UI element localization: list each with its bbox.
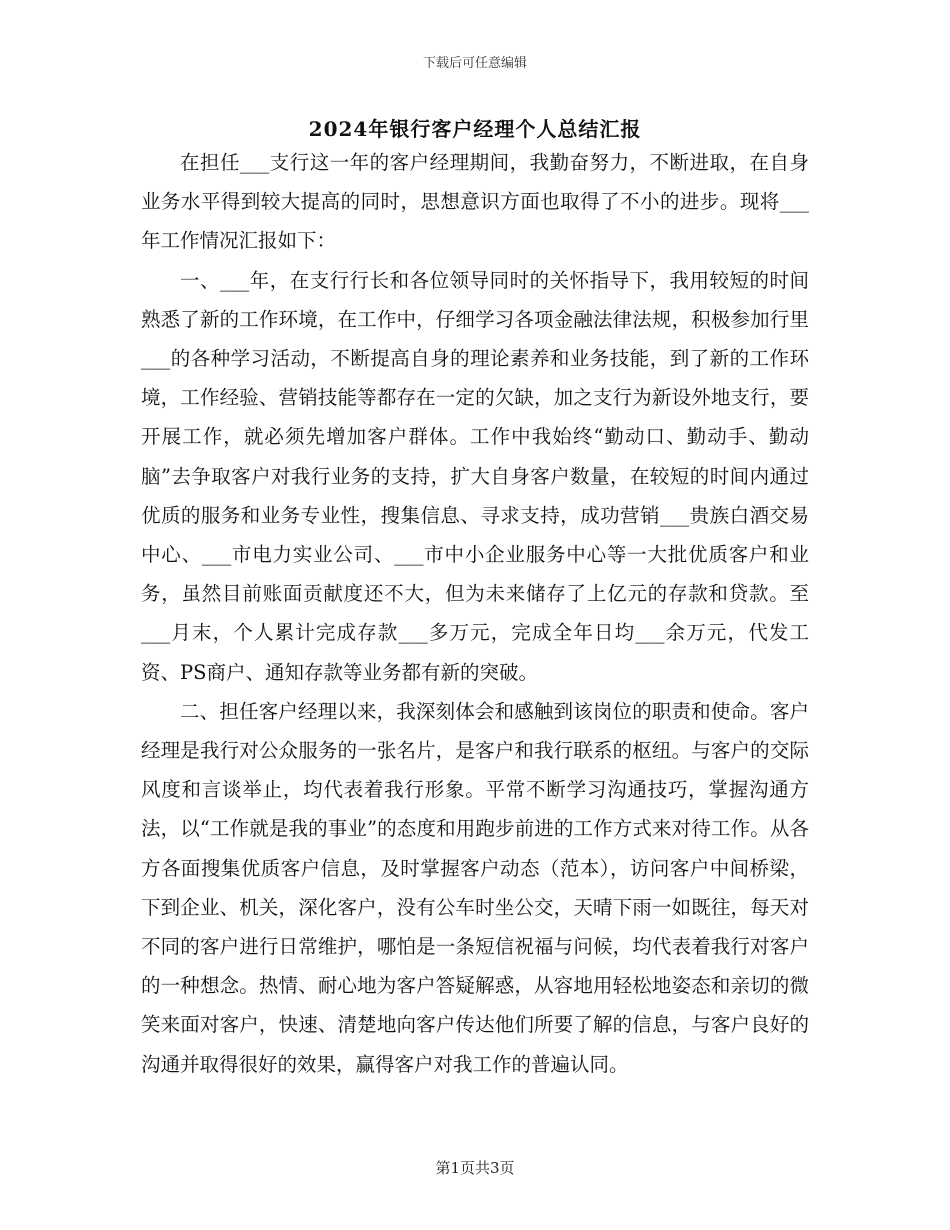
paragraph-intro: 在担任___支行这一年的客户经理期间，我勤奋努力，不断进取，在自身业务水平得到较大提高的同时，思想意识方面也取得了不小的进步。现将___年工作情况汇报如下： [141, 151, 809, 253]
document-title: 2024年银行客户经理个人总结汇报 [308, 117, 642, 141]
paragraph-section-two: 二、担任客户经理以来，我深刻体会和感触到该岗位的职责和使命。客户经理是我行对公众服务的一张名片，是客户和我行联系的枢纽。与客户的交际风度和言谈举止，均代表着我行形象。平常不断学习沟通技巧，掌握沟通方法，以“工作就是我的事业”的态度和用跑步前进的工作方式来对待工作。从各方各面搜集优质客户信息，及时掌握客户动态（范本），访问客户中间桥梁，下到企业、机关，深化客户，没有公车时坐公交，天晴下雨一如既往，每天对不同的客户进行日常维护，哪怕是一条短信祝福与问候，均代表着我行对客户的一种想念。热情、耐心地为客户答疑解惑，从容地用轻松地姿态和亲切的微笑来面对客户，快速、清楚地向客户传达他们所要了解的信息，与客户良好的沟通并取得很好的效果，赢得客户对我工作的普遍认同。 [141, 699, 809, 1076]
paragraph-section-one: 一、___年，在支行行长和各位领导同时的关怀指导下，我用较短的时间熟悉了新的工作环境，在工作中，仔细学习各项金融法律法规，积极参加行里___的各种学习活动，不断提高自身的理论素养和业务技能，到了新的工作环境，工作经验、营销技能等都存在一定的欠缺，加之支行为新设外地支行，要开展工作，就必须先增加客户群体。工作中我始终“勤动口、勤动手、勤动脑”去争取客户对我行业务的支持，扩大自身客户数量，在较短的时间内通过优质的服务和业务专业性，搜集信息、寻求支持，成功营销___贵族白酒交易中心、___市电力实业公司、___市中小企业服务中心等一大批优质客户和业务，虽然目前账面贡献度还不大，但为未来储存了上亿元的存款和贷款。至___月末，个人累计完成存款___多万元，完成全年日均___余万元，代发工资、PS商户、通知存款等业务都有新的突破。 [141, 268, 809, 684]
document-body [141, 143, 809, 1084]
page-header-note: 下载后可任意编辑 [422, 56, 527, 71]
page-footer-page-number: 第1页共3页 [435, 1159, 515, 1177]
